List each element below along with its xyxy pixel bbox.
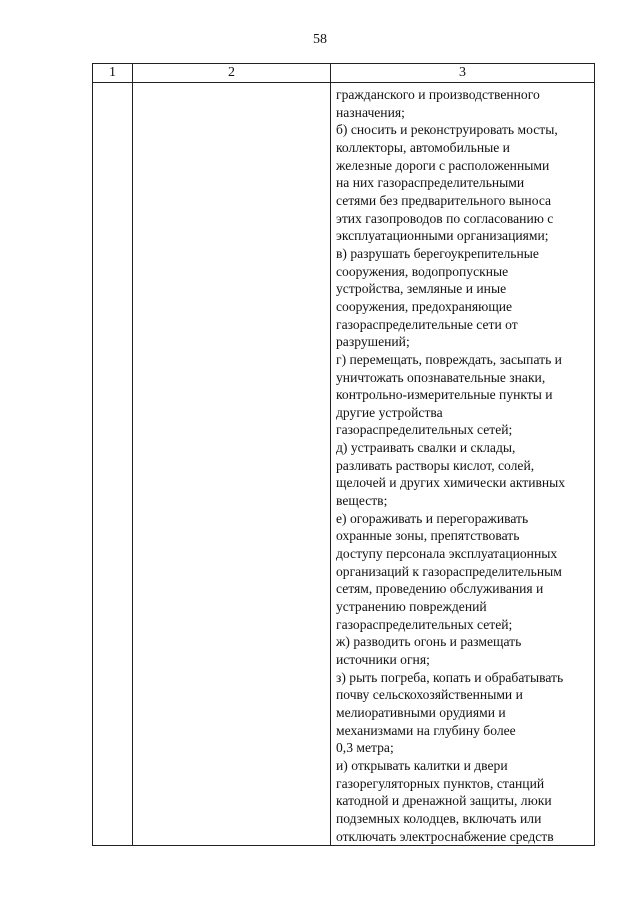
text-line: сооружения, водопропускные bbox=[336, 263, 509, 279]
text-line: почву сельскохозяйственными и bbox=[336, 687, 523, 703]
text-line: газораспределительных сетей; bbox=[336, 616, 513, 632]
text-line: устройства, земляные и иные bbox=[336, 281, 507, 297]
text-line: сетям, проведению обслуживания и bbox=[336, 581, 544, 597]
column-header-2: 2 bbox=[133, 64, 331, 83]
text-line: катодной и дренажной защиты, люки bbox=[336, 793, 552, 809]
column-1-cell bbox=[93, 83, 133, 846]
page-number: 58 bbox=[313, 32, 327, 47]
text-line: газораспределительных сетей; bbox=[336, 422, 513, 438]
text-line: 0,3 метра; bbox=[336, 740, 394, 756]
column-header-3: 3 bbox=[331, 64, 595, 83]
text-line: щелочей и других химически активных bbox=[336, 475, 566, 491]
text-line: на них газораспределительными bbox=[336, 175, 525, 191]
text-line: уничтожать опознавательные знаки, bbox=[336, 369, 546, 385]
column-header-1: 1 bbox=[93, 64, 133, 83]
text-line: сооружения, предохраняющие bbox=[336, 298, 513, 314]
text-line: сетями без предварительного выноса bbox=[336, 192, 552, 208]
text-line: подземных колодцев, включать или bbox=[336, 810, 542, 826]
text-line: охранные зоны, препятствовать bbox=[336, 528, 520, 544]
text-line: назначения; bbox=[336, 104, 405, 120]
text-line: разрушений; bbox=[336, 334, 410, 350]
text-line: е) огораживать и перегораживать bbox=[336, 510, 529, 526]
table-header-row bbox=[93, 64, 595, 83]
column-3-cell bbox=[331, 83, 595, 846]
text-line: и) открывать калитки и двери bbox=[336, 757, 508, 773]
text-line: коллекторы, автомобильные и bbox=[336, 139, 510, 155]
text-line: з) рыть погреба, копать и обрабатывать bbox=[336, 669, 564, 685]
text-line: разливать растворы кислот, солей, bbox=[336, 457, 535, 473]
column-2-cell bbox=[133, 83, 331, 846]
text-line: другие устройства bbox=[336, 404, 443, 420]
text-line: механизмами на глубину более bbox=[336, 722, 516, 738]
text-line: веществ; bbox=[336, 493, 388, 509]
text-line: в) разрушать берегоукрепительные bbox=[336, 245, 539, 261]
document-table bbox=[92, 63, 595, 846]
text-line: доступу персонала эксплуатационных bbox=[336, 546, 558, 562]
text-line: источники огня; bbox=[336, 652, 430, 667]
text-line: ж) разводить огонь и размещать bbox=[336, 634, 522, 650]
text-line: газораспределительные сети от bbox=[336, 316, 518, 332]
text-line: эксплуатационными организациями; bbox=[336, 228, 549, 244]
text-line: гражданского и производственного bbox=[336, 87, 540, 102]
text-line: б) сносить и реконструировать мосты, bbox=[336, 122, 558, 138]
text-line: железные дороги с расположенными bbox=[336, 157, 550, 173]
text-line: мелиоративными орудиями и bbox=[336, 704, 506, 720]
text-line: контрольно-измерительные пункты и bbox=[336, 387, 553, 403]
text-line: устранению повреждений bbox=[336, 599, 487, 615]
text-line: газорегуляторных пунктов, станций bbox=[336, 775, 545, 791]
text-line: д) устраивать свалки и склады, bbox=[336, 440, 516, 456]
text-line: г) перемещать, повреждать, засыпать и bbox=[336, 351, 562, 367]
text-line: организаций к газораспределительным bbox=[336, 563, 562, 579]
table-row bbox=[93, 83, 595, 846]
text-line: отключать электроснабжение средств bbox=[336, 828, 554, 844]
text-line: этих газопроводов по согласованию с bbox=[336, 210, 554, 226]
